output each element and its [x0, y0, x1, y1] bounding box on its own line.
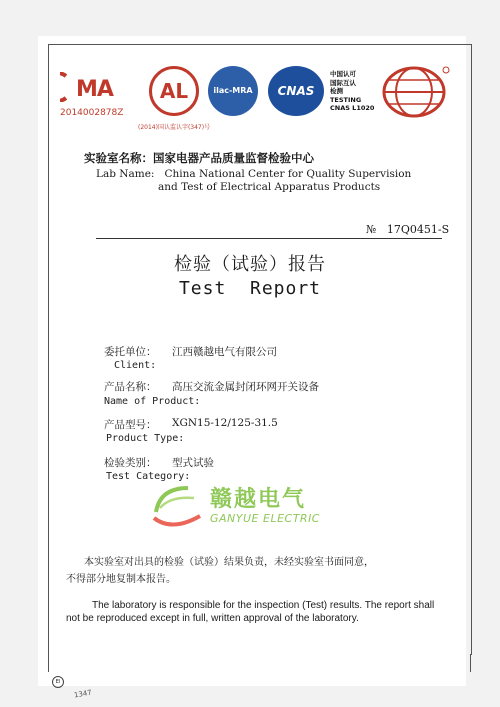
statement-cn-line2: 不得部分地复制本报告。 — [66, 574, 176, 585]
handwritten-number: 1347 — [73, 688, 93, 700]
product-name-value: 高压交流金属封闭环网开关设备 — [172, 381, 319, 393]
cal-code: (2014)国认监认字(347)号 — [138, 124, 211, 131]
client-label: 委托单位： — [104, 346, 157, 358]
lab-name-en-line1: Lab Name: China National Center for Quality Supervision — [96, 168, 412, 180]
statement-en-line2: not be reproduced except in full, written approval of the laboratory. — [66, 613, 359, 624]
svg-text:MA: MA — [76, 77, 113, 102]
report-title-cn: 检验（试验）报告 — [174, 254, 326, 275]
cnas-line: CNAS L1020 — [330, 104, 375, 112]
cnas-line: 中国认可 — [330, 70, 356, 78]
cnas-logo: CNAS — [268, 66, 324, 116]
cma-logo — [60, 72, 126, 118]
swoosh-logo-icon — [150, 482, 206, 532]
cnas-line: 检测 — [330, 87, 343, 95]
statement-cn-line1: 本实验室对出具的检验（试验）结果负责，未经实验室书面同意， — [84, 557, 374, 568]
frame-tail-right — [470, 654, 471, 672]
statement-en-line1: The laboratory is responsible for the inspection (Test) results. The report shall — [92, 600, 435, 611]
company-watermark — [150, 482, 360, 532]
cnas-text — [330, 70, 374, 113]
product-type-label-en: Product Type: — [106, 433, 185, 444]
test-category-label-en: Test Category: — [106, 471, 191, 482]
lab-name-en-line2: and Test of Electrical Apparatus Products — [158, 181, 381, 193]
cal-logo — [138, 66, 210, 131]
cnas-line: TESTING — [330, 95, 362, 104]
watermark-name-cn: 赣越电气 — [210, 487, 307, 512]
product-name-label-en: Name of Product: — [104, 396, 201, 407]
cma-code: 2014002878Z — [60, 108, 124, 118]
product-name-label: 产品名称： — [104, 381, 157, 393]
report-title-en: Test Report — [178, 278, 322, 299]
cqc-emblem-icon — [380, 64, 450, 120]
report-number: № 17Q0451-S — [366, 223, 450, 236]
page-mark: El — [52, 676, 64, 688]
cqc-logo — [380, 64, 450, 120]
test-category-label: 检验类别： — [104, 457, 157, 469]
cma-mark — [60, 72, 126, 110]
cnas-line: 国际互认 — [330, 78, 356, 87]
ilac-mra-logo: ilac-MRA — [208, 66, 258, 116]
frame-tail-left — [48, 654, 49, 672]
product-type-label: 产品型号： — [104, 419, 157, 431]
cal-circle: AL — [149, 66, 199, 116]
watermark-name-en: GANYUE ELECTRIC — [210, 512, 320, 525]
lab-name-cn: 实验室名称：国家电器产品质量监督检验中心 — [84, 151, 314, 165]
product-type-value: XGN15-12/125-31.5 — [172, 417, 278, 429]
accreditation-logos — [60, 62, 460, 132]
test-category-value: 型式试验 — [172, 457, 214, 469]
report-number-rule — [96, 238, 442, 239]
client-value: 江西赣越电气有限公司 — [172, 346, 277, 358]
client-label-en: Client: — [114, 360, 157, 371]
